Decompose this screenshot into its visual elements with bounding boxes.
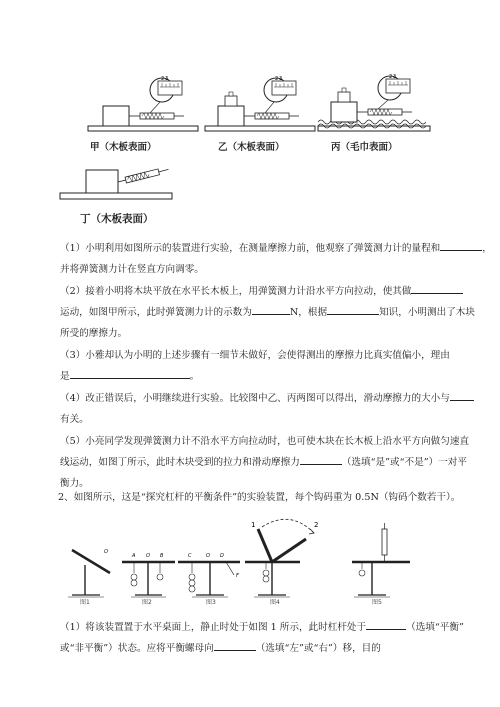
- q2-part1: [60, 617, 470, 659]
- q1-part4-line1: （4）改正错误后，小明继续进行实验。比较图中乙、丙两图可以得出，滑动摩擦力的大小与: [60, 393, 450, 404]
- lever-figure-1: [68, 549, 110, 597]
- point-c-label: C: [188, 553, 192, 559]
- figure-jia: [88, 76, 198, 131]
- q1-part2-line3: 所受的摩擦力。: [60, 328, 128, 339]
- figure-yi: [205, 76, 315, 131]
- lever-experiment-figures: [0, 515, 500, 615]
- q2-part1-line2b: （选填“左”或“右”）移，目的: [255, 643, 381, 654]
- q1-part1: [60, 238, 492, 280]
- answer-blank[interactable]: [440, 240, 482, 251]
- answer-blank[interactable]: [70, 368, 190, 379]
- q1-part2-line2c: 知识，小明测出了木块: [379, 307, 475, 318]
- point-d-label: D: [220, 553, 224, 559]
- answer-blank[interactable]: [300, 454, 342, 465]
- answer-blank[interactable]: [214, 640, 256, 651]
- q1-part3-line2a: 是: [60, 371, 70, 382]
- q2-stem-text: 2、如图所示，这是“探究杠杆的平衡条件”的实验装置，每个钩码重为 0.5N（钩码个数若干）。: [58, 492, 461, 503]
- answer-blank[interactable]: [327, 304, 379, 315]
- caption-ding: 丁（木板表面）: [80, 213, 154, 225]
- q1-part3-line1: （3）小雅却认为小明的上述步骤有一细节未做好，会使得测出的摩擦力比真实值偏小，理由: [60, 350, 450, 361]
- answer-blank[interactable]: [411, 283, 463, 294]
- q1-part2-line2a: 运动，如图甲所示，此时弹簧测力计的示数为: [60, 307, 252, 318]
- q1-part5-line3: 衡力。: [60, 478, 89, 489]
- pivot-label: O: [146, 553, 150, 559]
- figure-label-2: 图2: [142, 599, 152, 606]
- lever-figure-4: [245, 519, 318, 597]
- q1-part5: [60, 431, 470, 494]
- q1-part1-line1-end: ，: [482, 243, 492, 254]
- q1-part4: [60, 388, 470, 430]
- q2-part1-line1b: （选填“平衡”: [406, 622, 464, 633]
- figure-ding: [60, 167, 172, 199]
- answer-blank[interactable]: [366, 619, 406, 630]
- arrow-label-1: 1: [251, 521, 256, 529]
- point-b-label: B: [160, 553, 164, 559]
- q1-part2: [60, 281, 475, 344]
- caption-bing: 丙（毛巾表面）: [331, 142, 398, 153]
- q2-part1-line1a: （1）将该装置置于水平桌面上，静止时处于如图 1 所示，此时杠杆处于: [60, 622, 367, 633]
- pivot-label: O: [104, 549, 108, 555]
- figure-label-3: 图3: [206, 599, 216, 606]
- point-a-label: A: [132, 553, 136, 559]
- figure-label-5: 图5: [372, 599, 382, 606]
- q2-part1-line2a: 或“非平衡”）状态。应将平衡螺母向: [60, 643, 214, 654]
- q1-part3: [60, 345, 470, 387]
- caption-yi: 乙（木板表面）: [218, 142, 285, 153]
- lever-figure-5: [352, 523, 410, 597]
- q1-part2-line1: （2）接着小明将木块平放在水平长木板上，用弹簧测力计沿水平方向拉动，使其做: [60, 286, 412, 297]
- q1-part3-line2b: 。: [189, 371, 200, 382]
- pivot-label: O: [206, 553, 210, 559]
- figure-label-1: 图1: [80, 599, 90, 606]
- figure-bing: [318, 74, 430, 131]
- lever-figure-3: [178, 553, 240, 597]
- q1-part1-line2: 并将弹簧测力计在竖直方向调零。: [60, 264, 204, 275]
- q2-stem: [58, 487, 468, 508]
- caption-jia: 甲（木板表面）: [90, 142, 157, 153]
- answer-blank[interactable]: [450, 390, 474, 401]
- force-f-label: F: [236, 573, 239, 579]
- friction-experiment-figures: [0, 0, 500, 240]
- arrow-label-2: 2: [314, 521, 319, 529]
- q1-part1-line1: （1）小明利用如图所示的装置进行实验，在测量摩擦力前，他观察了弹簧测力计的量程和: [60, 243, 441, 254]
- figure-label-4: 图4: [270, 599, 280, 606]
- answer-blank[interactable]: [252, 304, 290, 315]
- q1-part2-line2b: N，根据: [289, 307, 328, 318]
- q1-part5-line2b: （选填“是”或“不是”）一对平: [341, 457, 467, 468]
- lever-figure-2: [122, 553, 175, 597]
- q1-part5-line2: 线运动，如图丁所示，此时木块受到的拉力和滑动摩擦力: [60, 457, 300, 468]
- q1-part4-line2: 有关。: [60, 414, 89, 425]
- q1-part5-line1: （5）小亮同学发现弹簧测力计不沿水平方向拉动时，也可使木块在长木板上沿水平方向做匀速直: [60, 436, 470, 447]
